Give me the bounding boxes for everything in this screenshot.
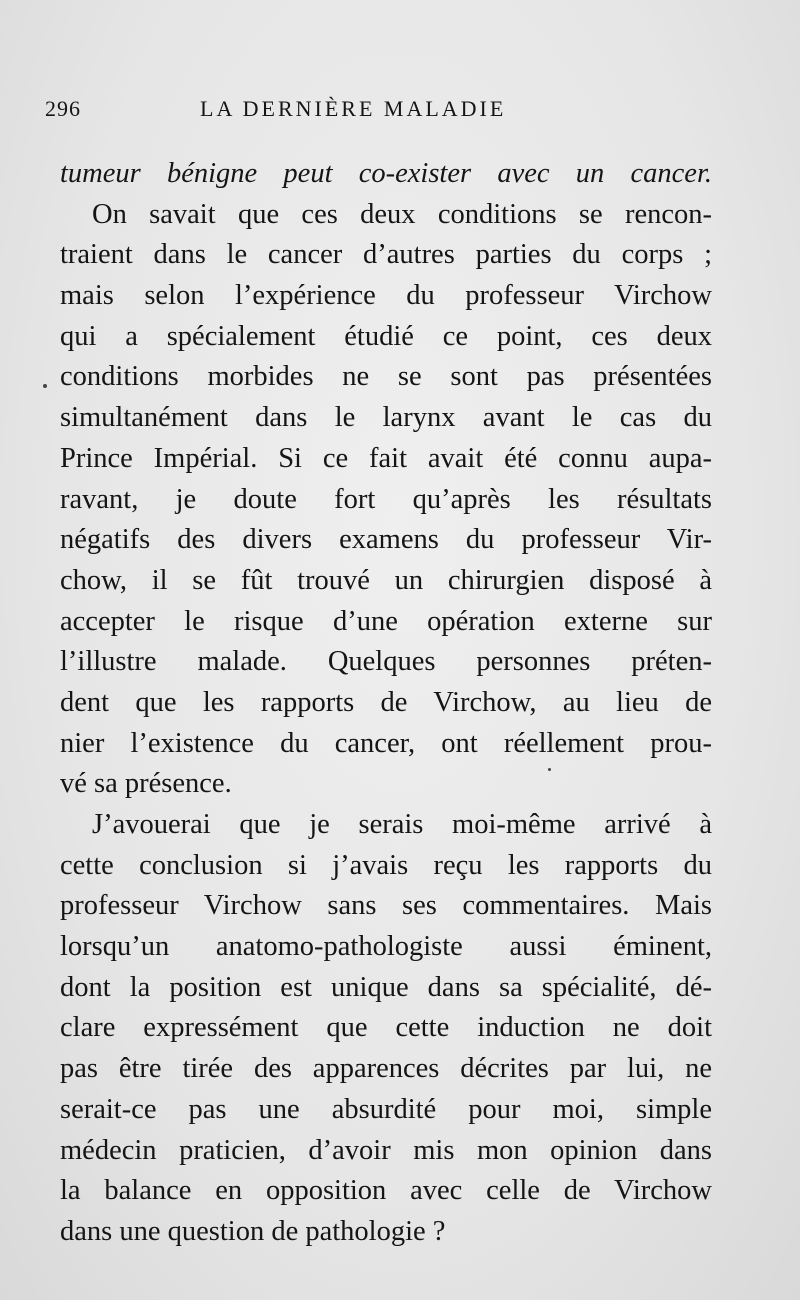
text-line: ravant, je doute fort qu’après les résultats bbox=[60, 483, 712, 515]
text-line: On savait que ces deux conditions se rencon- bbox=[92, 198, 712, 230]
text-line: dent que les rapports de Virchow, au lieu de bbox=[60, 686, 712, 718]
text-line: accepter le risque d’une opération externe sur bbox=[60, 605, 712, 637]
body-text bbox=[60, 154, 712, 1253]
text-line: l’illustre malade. Quelques personnes préten- bbox=[60, 646, 712, 678]
text-line: vé sa présence. bbox=[60, 768, 232, 800]
text-line: la balance en opposition avec celle de Virchow bbox=[60, 1175, 712, 1207]
text-line: dans une question de pathologie ? bbox=[60, 1215, 446, 1247]
page-number: 296 bbox=[45, 96, 81, 121]
text-line: chow, il se fût trouvé un chirurgien disposé à bbox=[60, 564, 712, 596]
ink-speck bbox=[43, 384, 47, 388]
running-title: LA DERNIÈRE MALADIE bbox=[200, 96, 507, 121]
text-line: négatifs des divers examens du professeur Vir- bbox=[60, 524, 712, 556]
text-line: traient dans le cancer d’autres parties du corps ; bbox=[60, 239, 712, 271]
text-line: conditions morbides ne se sont pas présentées bbox=[60, 361, 712, 393]
text-line: Prince Impérial. Si ce fait avait été connu aupa- bbox=[60, 442, 712, 474]
text-line: tumeur bénigne peut co-exister avec un cancer. bbox=[60, 158, 712, 189]
text-line: J’avouerai que je serais moi-même arrivé à bbox=[92, 809, 712, 840]
text-line: serait-ce pas une absurdité pour moi, simple bbox=[60, 1093, 712, 1125]
text-line: médecin praticien, d’avoir mis mon opinion dans bbox=[60, 1134, 712, 1166]
text-line: nier l’existence du cancer, ont réellement prou- bbox=[60, 727, 712, 759]
text-line: professeur Virchow sans ses commentaires. Mais bbox=[60, 890, 712, 922]
text-line: mais selon l’expérience du professeur Virchow bbox=[60, 280, 712, 312]
text-line: dont la position est unique dans sa spécialité, dé- bbox=[60, 971, 712, 1003]
text-line: qui a spécialement étudié ce point, ces deux bbox=[60, 320, 712, 352]
page-header bbox=[0, 96, 800, 130]
text-line: lorsqu’un anatomo-pathologiste aussi éminent, bbox=[60, 931, 712, 963]
text-line: simultanément dans le larynx avant le cas du bbox=[60, 402, 712, 434]
text-line: cette conclusion si j’avais reçu les rapports du bbox=[60, 849, 712, 881]
ink-speck bbox=[548, 768, 551, 771]
text-line: clare expressément que cette induction ne doit bbox=[60, 1012, 712, 1044]
text-line: pas être tirée des apparences décrites par lui, ne bbox=[60, 1053, 712, 1085]
